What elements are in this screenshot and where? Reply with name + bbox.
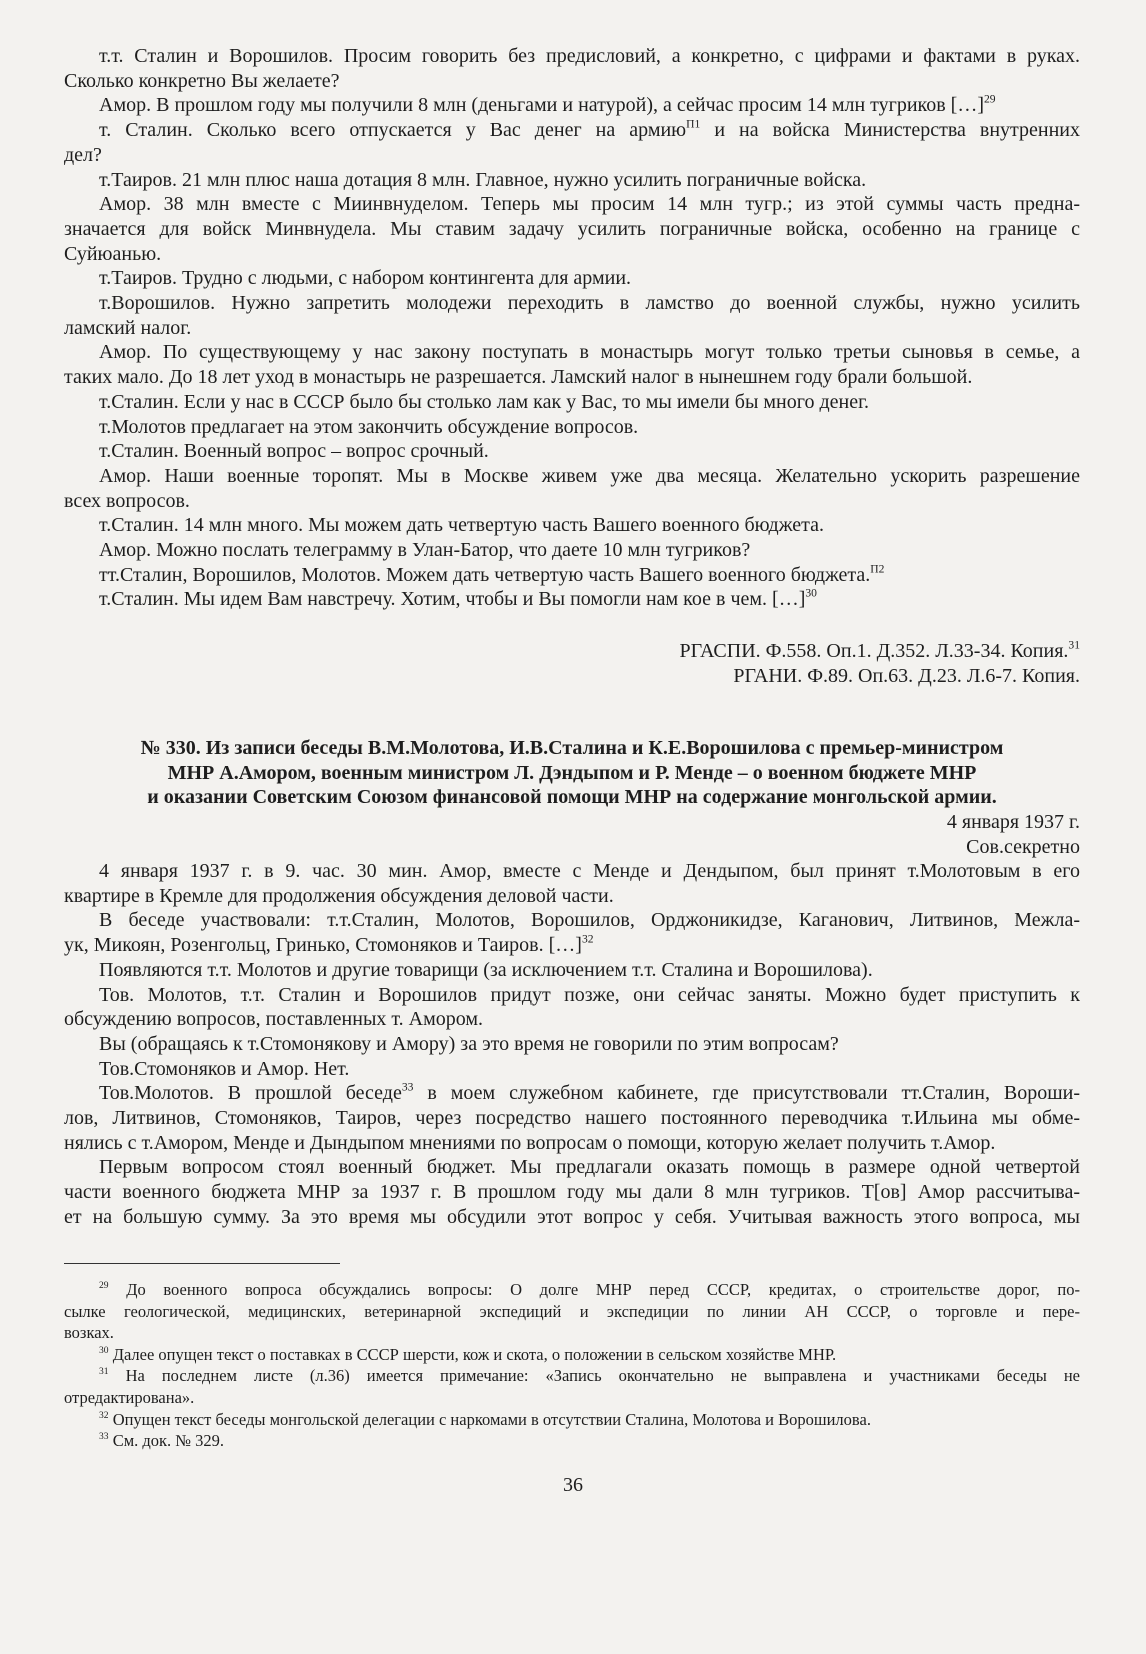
source-rgaspi: [64, 639, 1080, 664]
text-segment: т.Сталин. 14 млн много. Мы можем дать четвертую часть Вашего военного бюджета.: [99, 514, 825, 537]
footnote-marker: 33: [401, 1080, 414, 1094]
text-segment: До военного вопроса обсуждались вопросы: О долге МНР перед СССР, кредитах, о строительстве дорог, по-: [108, 1280, 1080, 1299]
text-line: [64, 859, 1080, 884]
paragraph: [64, 1365, 1080, 1408]
text-segment: т. Сталин. Сколько всего отпускается у Вас денег на армию: [99, 119, 687, 142]
text-line: [64, 192, 1080, 217]
footnote-marker: П1: [686, 117, 701, 131]
text-segment: квартире в Кремле для продолжения обсуждения деловой части.: [64, 884, 614, 907]
text-segment: Тов.Стомоняков и Амор. Нет.: [99, 1057, 350, 1080]
paragraph: [64, 44, 1080, 93]
text-segment: На последнем листе (л.36) имеется примечание: «Запись окончательно не выправлена и участниками беседы не: [108, 1366, 1080, 1386]
text-line: [64, 1365, 1080, 1387]
text-line: [64, 1322, 1080, 1344]
paragraph: [64, 1344, 1080, 1366]
text-segment: т.Сталин. Мы идем Вам навстречу. Хотим, чтобы и Вы помогли нам кое в чем. […]: [99, 588, 806, 611]
text-segment: 4 января 1937 г. в 9. час. 30 мин. Амор, вместе с Менде и Дендыпом, был принят т.Молотовым в его: [99, 860, 1080, 882]
paragraph: [64, 908, 1080, 957]
text-segment: Амор. Можно послать телеграмму в Улан-Батор, что даете 10 млн тугриков?: [99, 539, 751, 562]
text-line: [64, 217, 1080, 242]
text-line: [64, 143, 1080, 168]
text-line: [64, 415, 1080, 440]
text-segment: Первым вопросом стоял военный бюджет. Мы предлагали оказать помощь в размере одной четвертой: [99, 1156, 1080, 1179]
heading-line: и оказании Советским Союзом финансовой помощи МНР на содержание монгольской армии.: [147, 786, 997, 808]
text-segment: Тов. Молотов, т.т. Сталин и Ворошилов придут позже, они сейчас заняты. Можно будет приступить к: [99, 983, 1080, 1006]
paragraph: [64, 390, 1080, 415]
text-line: [64, 884, 1080, 909]
document-meta: [64, 810, 1080, 859]
text-line: [64, 1205, 1080, 1230]
paragraph: [64, 464, 1080, 513]
text-line: [64, 266, 1080, 291]
text-segment: Далее опущен текст о поставках в СССР шерсти, кож и скота, о положении в сельском хозяйстве МНР.: [108, 1344, 837, 1364]
text-segment: т.Ворошилов. Нужно запретить молодежи переходить в ламство до военной службы, нужно усилить: [99, 292, 1080, 315]
text-line: [64, 390, 1080, 415]
footnote-marker: 30: [99, 1344, 109, 1356]
paragraph: [64, 587, 1080, 612]
text-segment: т.Сталин. Если у нас в СССР было бы столько лам как у Вас, то мы имели бы много денег.: [99, 390, 870, 413]
text-line: [64, 340, 1080, 365]
paragraph: [64, 1155, 1080, 1229]
text-line: [64, 439, 1080, 464]
text-line: [64, 1106, 1080, 1131]
text-segment: значается для войск Минвнудела. Мы ставим задачу усилить пограничные войска, особенно на границе с: [64, 217, 1080, 240]
footnote-marker: 33: [99, 1430, 109, 1442]
paragraph: [64, 983, 1080, 1032]
text-segment: дел?: [64, 143, 102, 166]
paragraph: [64, 513, 1080, 538]
text-line: [64, 1057, 1080, 1082]
text-segment: В беседе участвовали: т.т.Сталин, Молотов, Ворошилов, Орджоникидзе, Каганович, Литвинов, Межла-: [99, 909, 1080, 932]
text-line: [64, 587, 1080, 612]
footnote-marker: П2: [870, 562, 885, 576]
text-line: [64, 1032, 1080, 1057]
text-line: [64, 44, 1080, 69]
text-segment: тт.Сталин, Ворошилов, Молотов. Можем дать четвертую часть Вашего военного бюджета.: [99, 563, 871, 586]
text-segment: Появляются т.т. Молотов и другие товарищи (за исключением т.т. Сталина и Ворошилова).: [99, 958, 873, 981]
text-segment: нялись с т.Амором, Менде и Дындыпом мнениями по вопросам о помощи, которую желает получить т.Амор.: [64, 1131, 996, 1154]
source-rgani: [64, 664, 1080, 689]
text-segment: ук, Микоян, Розенгольц, Гринько, Стомоняков и Таиров. […]: [64, 934, 582, 957]
paragraph: [64, 168, 1080, 193]
text-segment: и на войска Министерства внутренних: [700, 119, 1081, 142]
text-line: [64, 513, 1080, 538]
text-segment: Амор. По существующему у нас закону поступать в монастырь могут только третьи сыновья в семье, а: [99, 341, 1080, 364]
paragraph: [64, 340, 1080, 389]
text-segment: РГАСПИ. Ф.558. Оп.1. Д.352. Л.33-34. Копия.: [679, 640, 1069, 662]
text-line: [64, 1279, 1080, 1301]
document-date: 4 января 1937 г.: [946, 811, 1080, 833]
text-line: [64, 908, 1080, 933]
text-segment: Опущен текст беседы монгольской делегации с наркомами в отсутствии Сталина, Молотова и Ворошилова.: [108, 1409, 871, 1429]
text-line: [64, 242, 1080, 267]
text-line: [64, 538, 1080, 563]
text-line: [64, 1081, 1080, 1106]
text-line: [64, 983, 1080, 1008]
text-segment: Суйюанью.: [64, 242, 162, 265]
text-line: [64, 365, 1080, 390]
text-segment: т.Таиров. Трудно с людьми, с набором контингента для армии.: [99, 267, 632, 290]
text-line: [64, 1131, 1080, 1156]
text-segment: ламский налог.: [64, 316, 192, 339]
text-line: [64, 118, 1080, 143]
text-segment: лов, Литвинов, Стомоняков, Таиров, через посредство нашего постоянного переводчика т.Ильина мы обме-: [64, 1107, 1080, 1130]
footnote-marker: 32: [581, 932, 594, 946]
paragraph: [64, 563, 1080, 588]
text-segment: Сколько конкретно Вы желаете?: [64, 69, 340, 92]
paragraph: [64, 118, 1080, 167]
text-segment: Тов.Молотов. В прошлой беседе: [99, 1082, 402, 1105]
footnote-marker: 30: [805, 586, 817, 600]
document-classification: Сов.секретно: [966, 835, 1080, 858]
text-line: [64, 563, 1080, 588]
footnotes: [64, 1279, 1080, 1452]
footnote-divider: [64, 1263, 340, 1264]
text-segment: возках.: [64, 1323, 114, 1343]
footnote-marker: 29: [99, 1279, 109, 1291]
text-line: [64, 1155, 1080, 1180]
text-segment: т.т. Сталин и Ворошилов. Просим говорить без предисловий, а конкретно, с цифрами и фактами в руках.: [99, 45, 1080, 67]
archive-sources: [64, 639, 1080, 688]
text-segment: Амор. В прошлом году мы получили 8 млн (деньгами и натурой), а сейчас просим 14 млн тугриков […]: [99, 94, 984, 117]
text-line: [64, 1387, 1080, 1409]
text-line: [64, 958, 1080, 983]
text-segment: в моем служебном кабинете, где присутствовали тт.Сталин, Вороши-: [413, 1082, 1081, 1105]
text-line: [64, 316, 1080, 341]
paragraph: [64, 192, 1080, 266]
text-line: [64, 464, 1080, 489]
paragraph: [64, 291, 1080, 340]
text-line: [64, 489, 1080, 514]
text-segment: обсуждению вопросов, поставленных т. Амором.: [64, 1008, 484, 1031]
text-segment: всех вопросов.: [64, 489, 190, 512]
text-segment: сылке геологической, медицинских, ветеринарной экспедиций и экспедиции по линии АН СССР, о торговле и пере-: [64, 1301, 1080, 1321]
text-line: [64, 291, 1080, 316]
text-segment: т.Сталин. Военный вопрос – вопрос срочный.: [99, 440, 489, 463]
paragraph: [64, 266, 1080, 291]
text-line: [64, 1301, 1080, 1323]
heading-line: МНР А.Амором, военным министром Л. Дэндыпом и Р. Менде – о военном бюджете МНР: [167, 761, 977, 784]
continued-conversation: [64, 44, 1080, 612]
text-line: [64, 168, 1080, 193]
paragraph: [64, 1081, 1080, 1155]
footnote-marker: 31: [99, 1366, 109, 1378]
paragraph: [64, 958, 1080, 983]
text-segment: т.Молотов предлагает на этом закончить обсуждение вопросов.: [99, 415, 639, 438]
text-segment: Вы (обращаясь к т.Стомонякову и Амору) за это время не говорили по этим вопросам?: [99, 1032, 839, 1055]
footnote-marker: 31: [1068, 638, 1080, 652]
text-segment: ет на большую сумму. За это время мы обсудили этот вопрос у себя. Учитывая важность этого вопроса, мы: [64, 1205, 1080, 1228]
text-segment: отредактирована».: [64, 1387, 195, 1407]
text-line: [64, 1344, 1080, 1366]
text-segment: т.Таиров. 21 млн плюс наша дотация 8 млн. Главное, нужно усилить пограничные войска.: [99, 168, 867, 191]
text-line: [64, 93, 1080, 118]
heading-line: № 330. Из записи беседы В.М.Молотова, И.В.Сталина и К.Е.Ворошилова с премьер-министром: [140, 737, 1004, 759]
text-line: [64, 1430, 1080, 1452]
text-segment: части военного бюджета МНР за 1937 г. В прошлом году мы дали 8 млн тугриков. Т[ов] Амор рассчитыва-: [64, 1181, 1080, 1204]
text-line: [64, 1409, 1080, 1431]
paragraph: [64, 859, 1080, 908]
paragraph: [64, 415, 1080, 440]
paragraph: [64, 538, 1080, 563]
text-segment: См. док. № 329.: [108, 1431, 225, 1451]
paragraph: [64, 93, 1080, 118]
document-body: [64, 859, 1080, 1230]
paragraph: [64, 1430, 1080, 1452]
text-segment: Амор. Наши военные торопят. Мы в Москве живем уже два месяца. Желательно ускорить разрешение: [99, 464, 1080, 487]
text-line: [64, 1180, 1080, 1205]
text-segment: РГАНИ. Ф.89. Оп.63. Д.23. Л.6-7. Копия.: [733, 664, 1080, 687]
paragraph: [64, 1032, 1080, 1057]
footnote-marker: 29: [984, 92, 996, 106]
footnote-marker: 32: [99, 1409, 109, 1421]
text-line: [64, 933, 1080, 958]
paragraph: [64, 1057, 1080, 1082]
text-segment: Амор. 38 млн вместе с Миинвнуделом. Теперь мы просим 14 млн тугр.; из этой суммы часть предна-: [99, 193, 1080, 216]
paragraph: [64, 1409, 1080, 1431]
paragraph: [64, 439, 1080, 464]
paragraph: [64, 1279, 1080, 1344]
text-line: [64, 69, 1080, 94]
page-number: 36: [563, 1474, 583, 1496]
text-line: [64, 1007, 1080, 1032]
text-segment: таких мало. До 18 лет уход в монастырь не разрешается. Ламский налог в нынешнем году брали большой.: [64, 366, 973, 389]
document-heading: [64, 736, 1080, 810]
